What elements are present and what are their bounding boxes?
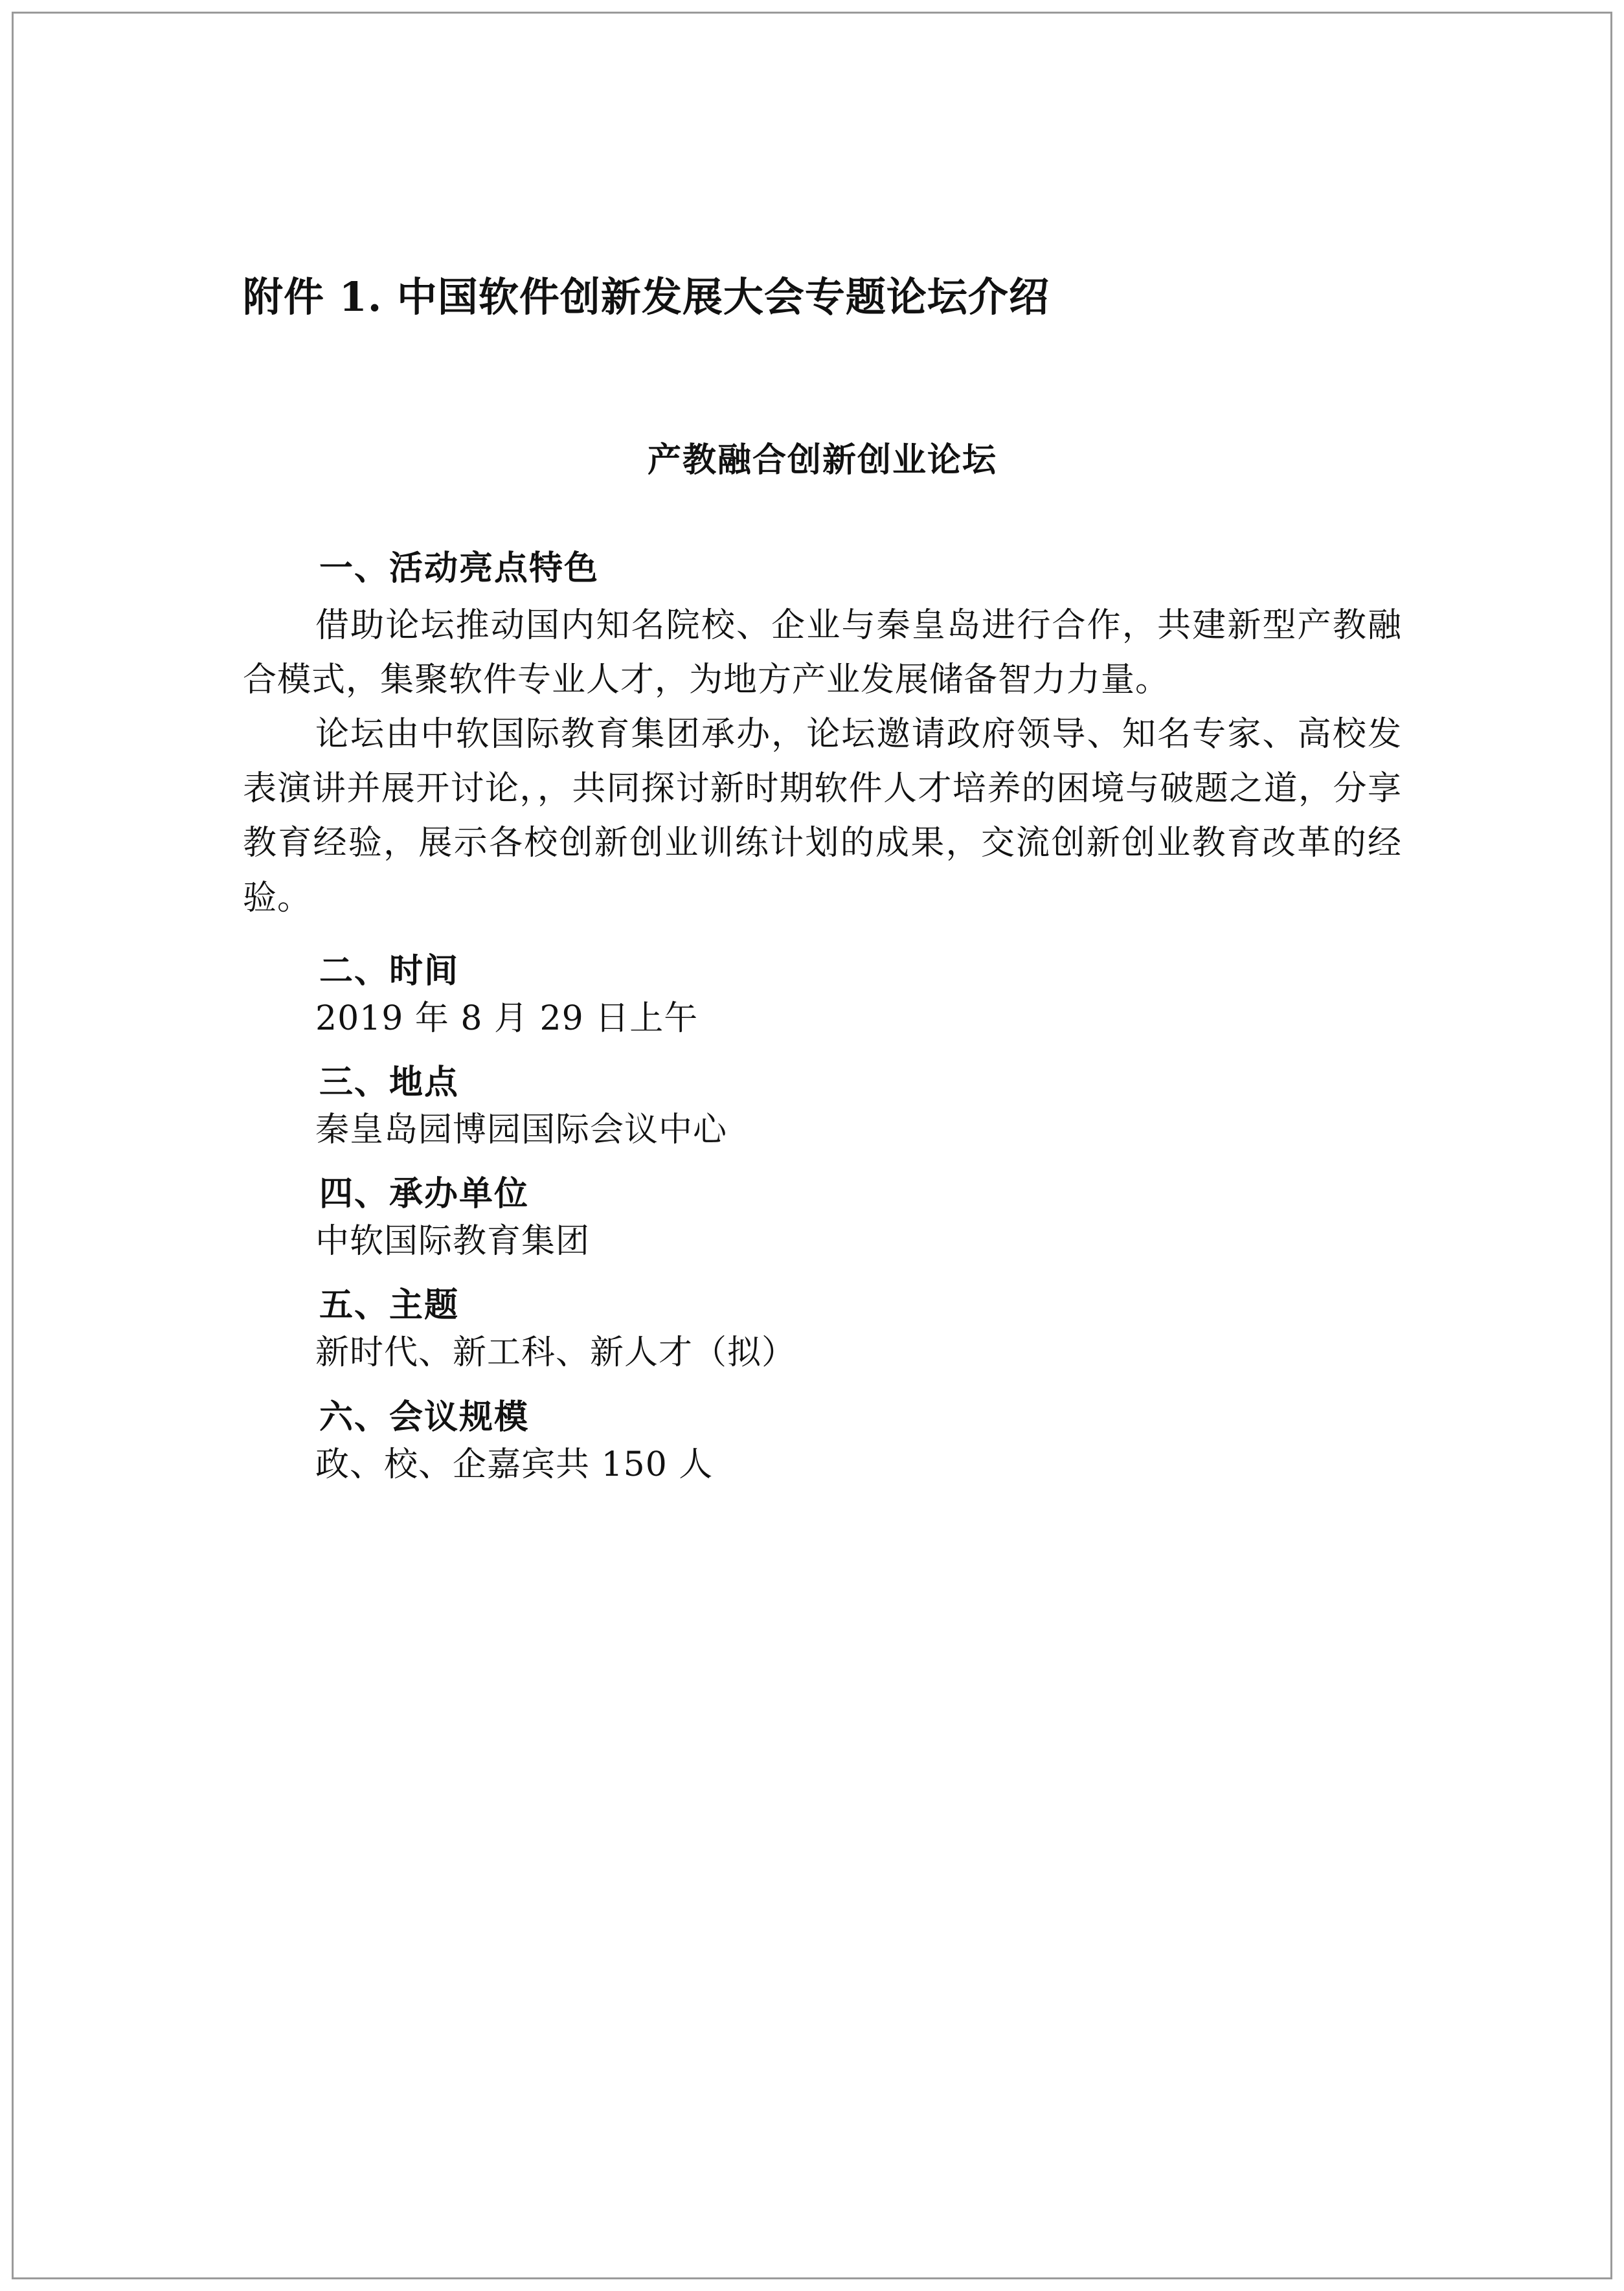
section-heading-6: 六、会议规模 — [319, 1397, 530, 1437]
document-body — [243, 272, 1402, 1492]
section-heading-2: 二、时间 — [319, 951, 460, 991]
section-4-value: 中软国际教育集团 — [315, 1222, 591, 1261]
section-heading-5: 五、主题 — [319, 1285, 460, 1326]
section-1-paragraph-1: 借助论坛推动国内知名院校、企业与秦皇岛进行合作，共建新型产教融合模式，集聚软件专业人才，为地方产业发展储备智力力量。 — [243, 605, 1402, 699]
section-5-value: 新时代、新工科、新人才（拟） — [315, 1333, 796, 1373]
section-heading-4: 四、承办单位 — [319, 1174, 530, 1214]
document-subtitle: 产教融合创新创业论坛 — [647, 440, 997, 480]
section-heading-3: 三、地点 — [319, 1063, 460, 1103]
section-heading-1: 一、活动亮点特色 — [319, 548, 600, 588]
section-6-value: 政、校、企嘉宾共 150 人 — [315, 1445, 714, 1484]
section-1-paragraph-2: 论坛由中软国际教育集团承办，论坛邀请政府领导、知名专家、高校发表演讲并展开讨论，，共同探讨新时期软件人才培养的困境与破题之道，分享教育经验，展示各校创新创业训练计划的成果，交流创新创业教育改革的经验。 — [243, 714, 1402, 918]
section-3-value: 秦皇岛园博园国际会议中心 — [315, 1111, 728, 1150]
section-2-value: 2019 年 8 月 29 日上午 — [315, 999, 699, 1038]
page-title: 附件 1. 中国软件创新发展大会专题论坛介绍 — [243, 273, 1050, 321]
